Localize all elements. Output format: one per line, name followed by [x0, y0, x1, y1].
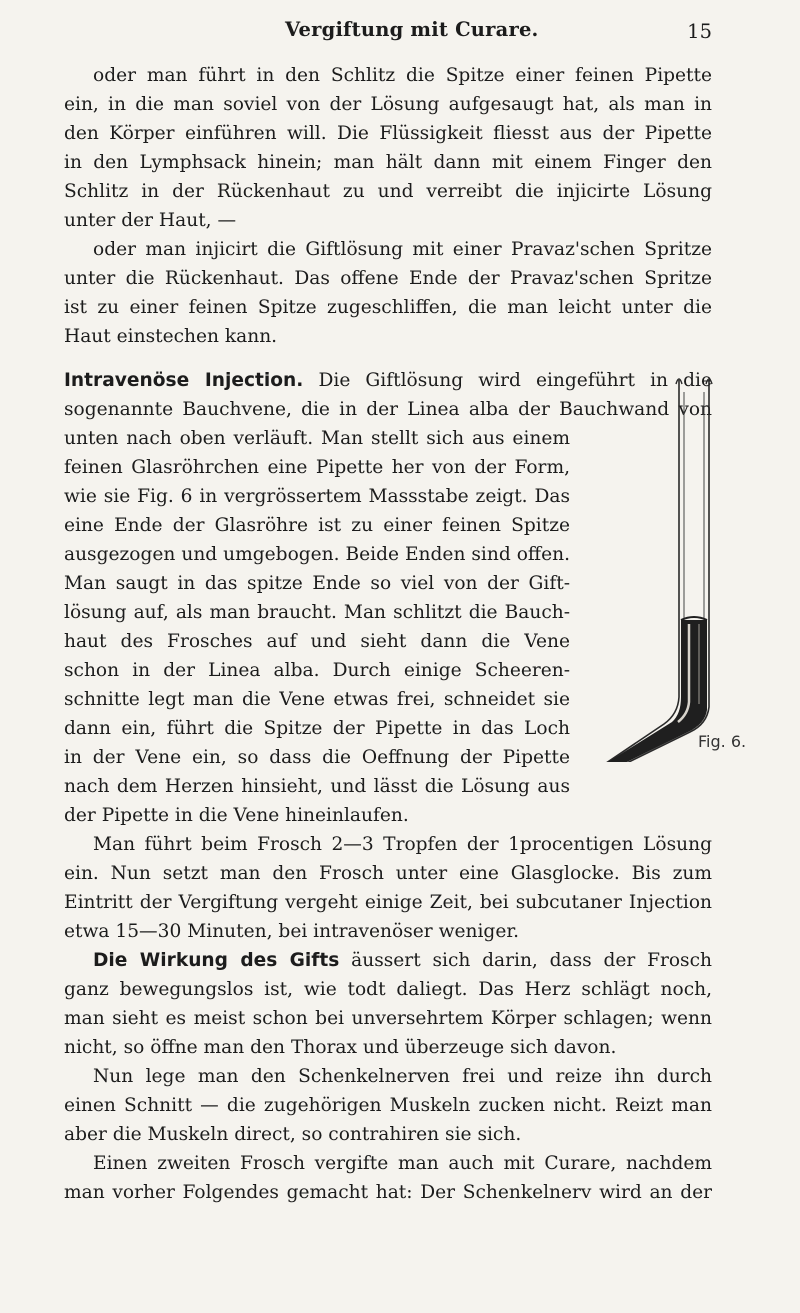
section-first-line-text: Die Giftlösung wird eingeführt in die	[318, 370, 712, 391]
text-line: haut des Frosches auf und sieht dann die Vene	[64, 631, 570, 652]
glass-pipette-figure	[560, 362, 730, 762]
text-line: dann ein, führt die Spitze der Pipette in das Loch	[64, 718, 570, 739]
text-line: ganz bewegungslos ist, wie todt daliegt. Das Herz schlägt noch,	[64, 979, 712, 1000]
text-line: in den Lymphsack hinein; man hält dann mit einem Finger den	[64, 152, 712, 173]
section-heading: Intravenöse Injection.	[64, 370, 304, 391]
text-line: ein, in die man soviel von der Lösung aufgesaugt hat, als man in	[64, 94, 712, 115]
text-line: man sieht es meist schon bei unversehrtem Körper schlagen; wenn	[64, 1008, 712, 1029]
text-line: der Pipette in die Vene hineinlaufen.	[64, 805, 409, 826]
text-line: aber die Muskeln direct, so contrahiren sie sich.	[64, 1124, 522, 1145]
text-line: Man führt beim Frosch 2—3 Tropfen der 1procentigen Lösung	[93, 834, 712, 855]
text-line: eine Ende der Glasröhre ist zu einer feinen Spitze	[64, 515, 570, 536]
text-line: oder man führt in den Schlitz die Spitze einer feinen Pipette	[93, 65, 712, 86]
text-line: Schlitz in der Rückenhaut zu und verreibt die injicirte Lösung	[64, 181, 712, 202]
text-line: Einen zweiten Frosch vergifte man auch mit Curare, nachdem	[93, 1153, 712, 1174]
wirkung-first-line	[93, 947, 712, 975]
text-line: oder man injicirt die Giftlösung mit einer Pravaz'schen Spritze	[93, 239, 712, 260]
text-line: lösung auf, als man braucht. Man schlitzt die Bauch-	[64, 602, 570, 623]
text-line: ist zu einer feinen Spitze zugeschliffen, die man leicht unter die	[64, 297, 712, 318]
wirkung-heading: Die Wirkung des Gifts	[93, 950, 340, 971]
text-line: in der Vene ein, so dass die Oeffnung der Pipette	[64, 747, 570, 768]
running-title: Vergiftung mit Curare.	[285, 18, 539, 41]
text-line: den Körper einführen will. Die Flüssigkeit fliesst aus der Pipette	[64, 123, 712, 144]
text-line: schon in der Linea alba. Durch einige Scheeren-	[64, 660, 570, 681]
text-line: nach dem Herzen hinsieht, und lässt die Lösung aus	[64, 776, 570, 797]
text-line: man vorher Folgendes gemacht hat: Der Schenkelnerv wird an der	[64, 1182, 712, 1203]
text-line: ausgezogen und umgebogen. Beide Enden sind offen.	[64, 544, 570, 565]
text-line: etwa 15—30 Minuten, bei intravenöser weniger.	[64, 921, 520, 942]
text-line: einen Schnitt — die zugehörigen Muskeln zucken nicht. Reizt man	[64, 1095, 712, 1116]
page-number: 15	[687, 20, 712, 43]
text-line: schnitte legt man die Vene etwas frei, schneidet sie	[64, 689, 570, 710]
text-line: wie sie Fig. 6 in vergrössertem Massstabe zeigt. Das	[64, 486, 570, 507]
text-line: unten nach oben verläuft. Man stellt sich aus einem	[64, 428, 570, 449]
text-line: Man saugt in das spitze Ende so viel von der Gift-	[64, 573, 570, 594]
text-line: unter der Haut, —	[64, 210, 237, 231]
text-line: unter die Rückenhaut. Das offene Ende der Pravaz'schen Spritze	[64, 268, 712, 289]
text-line: Eintritt der Vergiftung vergeht einige Zeit, bei subcutaner Injection	[64, 892, 712, 913]
text-line: sogenannte Bauchvene, die in der Linea alba der Bauchwand von	[64, 399, 712, 420]
wirkung-first-line-text: äussert sich darin, dass der Frosch	[351, 950, 712, 971]
figure-caption: Fig. 6.	[698, 732, 747, 751]
text-line: feinen Glasröhrchen eine Pipette her von der Form,	[64, 457, 570, 478]
text-line: Haut einstechen kann.	[64, 326, 278, 347]
page-header	[0, 18, 800, 48]
text-line: ein. Nun setzt man den Frosch unter eine Glasglocke. Bis zum	[64, 863, 712, 884]
text-line: Nun lege man den Schenkelnerven frei und reize ihn durch	[93, 1066, 712, 1087]
text-line: nicht, so öffne man den Thorax und überzeuge sich davon.	[64, 1037, 617, 1058]
